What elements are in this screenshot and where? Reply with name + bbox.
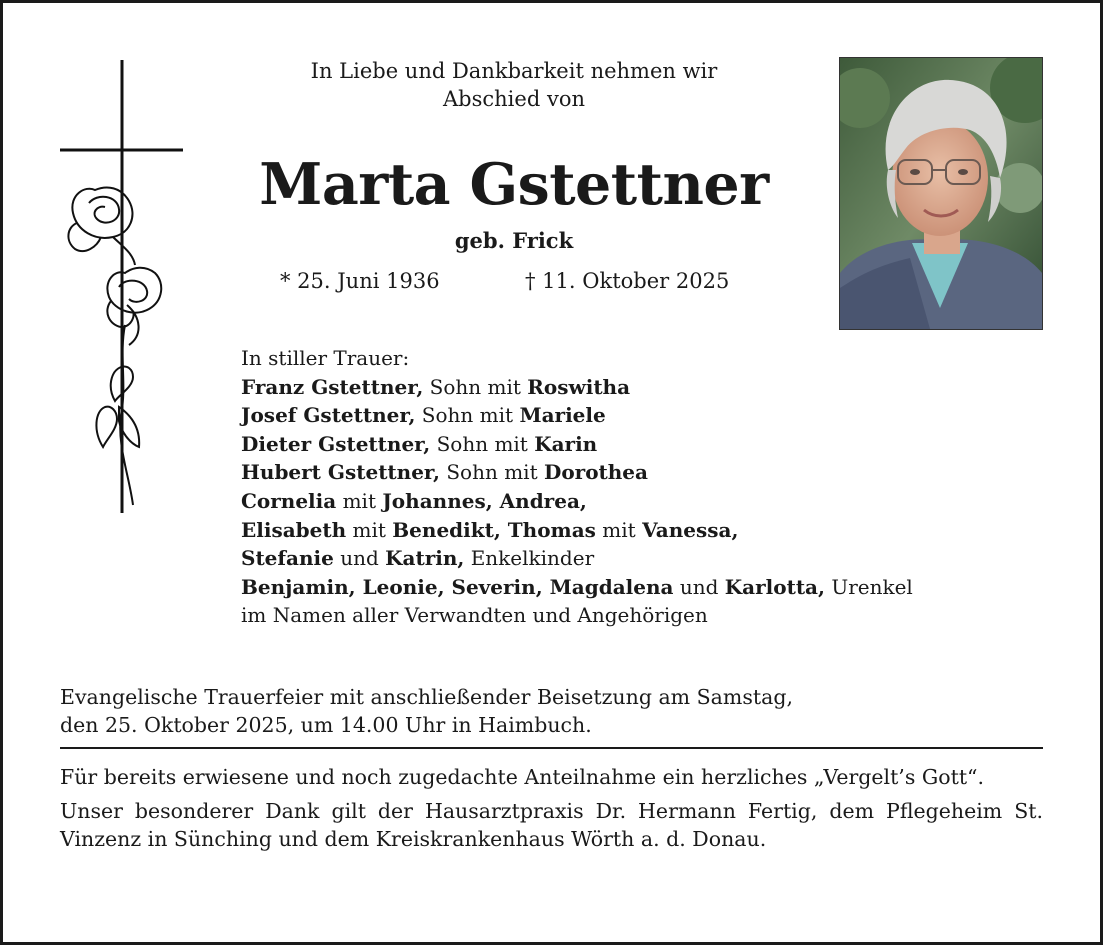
mourner-name: Dorothea [543, 460, 648, 485]
mourner-name: Josef Gstettner, [241, 403, 416, 428]
portrait-photo [839, 57, 1043, 330]
mourner-relation: im Namen aller Verwandten und Angehörigen [241, 603, 708, 628]
mourner-line [241, 516, 913, 545]
mourner-line [241, 373, 913, 402]
mourner-name: Johannes, Andrea, [382, 488, 587, 513]
mourner-relation: mit [346, 517, 393, 542]
thanks-paragraph-1: Für bereits erwiesene und noch zugedachte Anteilnahme ein herzliches „Vergelt’s Gott“. [60, 765, 985, 789]
mourner-line [241, 458, 913, 487]
mourner-relation: mit [336, 488, 383, 513]
mourner-name: Vanessa, [642, 517, 739, 542]
mourner-line [241, 573, 913, 602]
intro-text [230, 57, 798, 113]
mourner-name: Dieter Gstettner, [241, 431, 431, 456]
mourning-heading: In stiller Trauer: [241, 346, 410, 370]
mourner-line [241, 487, 913, 516]
mourner-relation: Sohn mit [415, 403, 520, 428]
mourner-line [241, 544, 913, 573]
mourner-relation: Sohn mit [423, 374, 528, 399]
divider-rule [60, 747, 1043, 749]
deceased-name: Marta Gstettner [259, 151, 769, 218]
thanks-block [60, 763, 1043, 859]
mourners-list [241, 373, 913, 630]
mourner-name: Benedikt, Thomas [392, 517, 596, 542]
cross-with-roses-icon [55, 55, 190, 520]
birth-date: * 25. Juni 1936 [280, 269, 440, 293]
mourner-relation: Sohn mit [439, 460, 544, 485]
mourner-relation: und [673, 574, 725, 599]
mourner-line [241, 601, 913, 630]
mourner-relation: Enkelkinder [464, 546, 595, 571]
mourner-name: Stefanie [241, 546, 334, 571]
birth-name: geb. Frick [454, 228, 574, 253]
mourner-name: Cornelia [241, 488, 337, 513]
funeral-line-1: Evangelische Trauerfeier mit anschließender Beisetzung am Samstag, [60, 685, 793, 709]
mourner-name: Roswitha [527, 374, 631, 399]
mourner-name: Karlotta, [724, 574, 825, 599]
thanks-paragraph-2: Unser besonderer Dank gilt der Hausarztpraxis Dr. Hermann Fertig, dem Pflegeheim St. Vinzenz in Sünching und dem Kreiskrankenhaus Wörth a. d. Donau. [60, 799, 1043, 851]
mourner-name: Mariele [519, 403, 606, 428]
mourner-relation: Urenkel [824, 574, 913, 599]
mourner-line [241, 401, 913, 430]
funeral-line-2: den 25. Oktober 2025, um 14.00 Uhr in Haimbuch. [60, 713, 592, 737]
mourner-name: Elisabeth [241, 517, 347, 542]
mourner-relation: mit [595, 517, 643, 542]
mourner-relation: Sohn mit [430, 431, 535, 456]
mourner-relation: und [333, 546, 386, 571]
death-date: † 11. Oktober 2025 [525, 269, 730, 293]
mourners-block [241, 344, 913, 630]
mourner-name: Katrin, [385, 546, 465, 571]
mourner-name: Benjamin, Leonie, Severin, Magdalena [241, 574, 674, 599]
mourner-name: Franz Gstettner, [241, 374, 424, 399]
intro-line-1: In Liebe und Dankbarkeit nehmen wir [310, 59, 718, 83]
intro-line-2: Abschied von [443, 87, 585, 111]
mourner-name: Karin [534, 431, 598, 456]
funeral-notice [60, 683, 793, 739]
mourner-line [241, 430, 913, 459]
mourner-name: Hubert Gstettner, [241, 460, 440, 485]
